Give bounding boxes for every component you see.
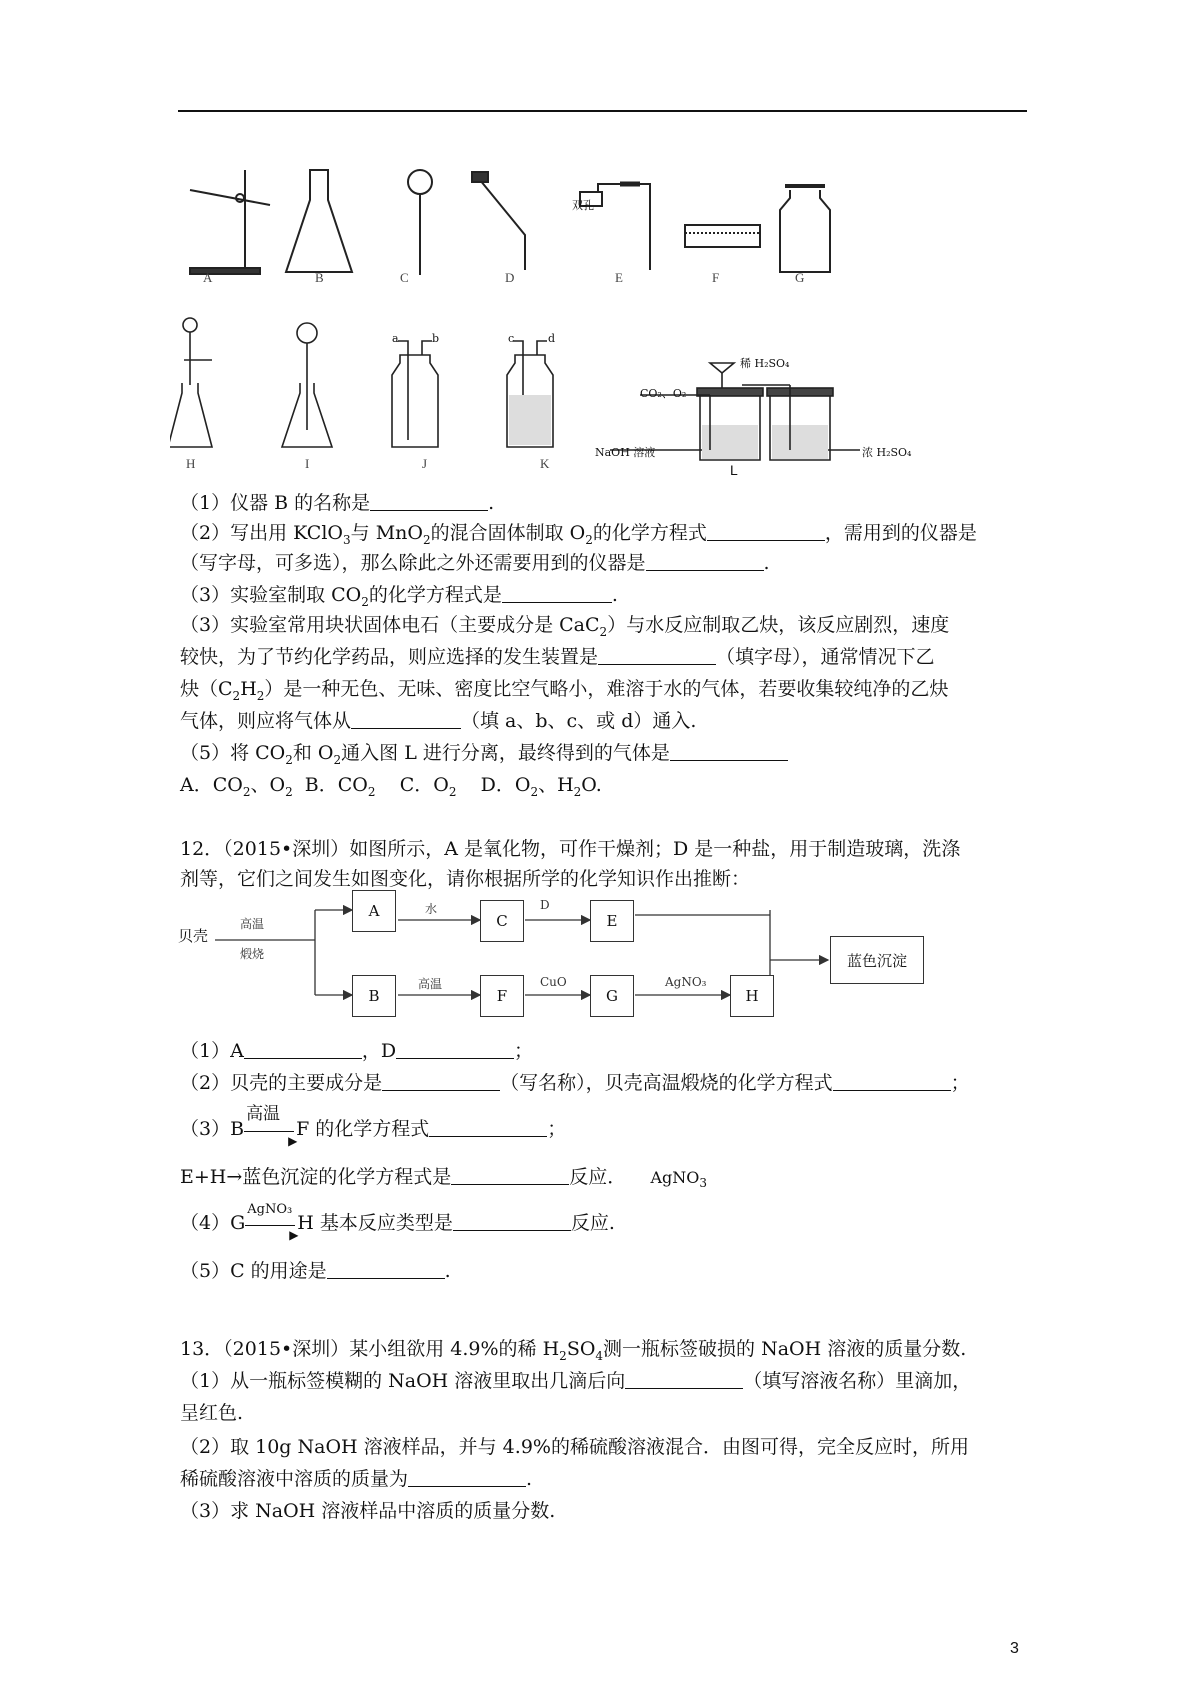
l-naoh: NaOH 溶液 [595, 446, 656, 459]
q12-blank-a[interactable] [244, 1038, 362, 1059]
flow-agno3: AgNO₃ [665, 975, 707, 989]
label-d: D [505, 270, 515, 285]
flow-box-e: E [590, 900, 634, 942]
q11-line-9: （5）将 $CO_2$和 $O_2$通入图 L 进行分离，最终得到的气体是 [180, 738, 788, 775]
q12-blank-2b[interactable] [833, 1070, 951, 1091]
q12-intro-1: 12．（2015•深圳）如图所示，A 是氧化物，可作干燥剂；D 是一种盐，用于制造玻璃，洗涤 [180, 838, 961, 860]
q11-blank-6[interactable] [351, 708, 461, 729]
q12-line-1: （1）A ，D ； [180, 1040, 534, 1062]
q11-blank-1[interactable] [370, 490, 488, 511]
q13-blank-1[interactable] [625, 1368, 743, 1389]
flow-box-a: A [352, 890, 396, 932]
q11-blank-3[interactable] [646, 550, 764, 571]
j-port-b: b [432, 332, 440, 345]
q13-line-1: （1）从一瓶标签模糊的 NaOH 溶液里取出几滴后向 （填写溶液名称）里滴加， [180, 1370, 972, 1392]
label-j: J [422, 456, 428, 471]
q12-line-2: （2）贝壳的主要成分是 （写名称），贝壳高温煅烧的化学方程式 ； [180, 1072, 970, 1094]
l-title: L [730, 462, 738, 478]
q12-line-3: （3）B 高温 ▶ F 的化学方程式 ； [180, 1104, 567, 1148]
q11-blank-4[interactable] [502, 582, 612, 603]
q13-intro: 13．（2015•深圳）某小组欲用 4.9%的稀 $H_2SO_4$测一瓶标签破损的 NaOH 溶液的质量分数. [180, 1338, 967, 1363]
apparatus-row-1 [180, 160, 880, 290]
q13-line-5: （3）求 NaOH 溶液样品中溶质的质量分数. [180, 1500, 556, 1522]
flow-d: D [540, 898, 550, 912]
flow-high: 高温 [418, 977, 443, 991]
q13-line-2: 呈红色. [180, 1402, 244, 1424]
q13-line-3: （2）取 10g NaOH 溶液样品，并与 4.9%的稀硫酸溶液混合．由图可得，完全反应时，所用 [180, 1436, 969, 1458]
flow-water: 水 [425, 902, 438, 916]
flow-box-f: F [480, 975, 524, 1017]
header-rule [178, 110, 1027, 112]
k-port-d: d [548, 332, 556, 345]
page-number: 3 [1010, 1640, 1019, 1657]
q11-line-5: （3）实验室常用块状固体电石（主要成分是 CaC$_2$）与水反应制取乙炔，该反应剧烈，速度 [180, 614, 950, 639]
q12-blank-6[interactable] [327, 1258, 445, 1279]
k-port-c: c [508, 332, 515, 345]
q12-blank-5[interactable] [453, 1210, 571, 1231]
q13-line-4: 稀硫酸溶液中溶质的质量为 . [180, 1468, 533, 1490]
q12-blank-d[interactable] [396, 1038, 514, 1059]
l-dilute-acid: 稀 H₂SO₄ [740, 357, 790, 370]
l-conc-acid: 浓 H₂SO₄ [862, 446, 912, 459]
arrow-agno3: AgNO₃ ▶ [247, 1202, 299, 1242]
label-e: E [615, 270, 623, 285]
q11-line-6: 较快，为了节约化学药品，则应选择的发生装置是 （填字母），通常情况下乙 [180, 646, 935, 668]
flow-box-h: H [730, 975, 774, 1017]
q13-blank-2[interactable] [408, 1466, 526, 1487]
apparatus-row-2 [170, 315, 890, 480]
flow-box-g: G [590, 975, 634, 1017]
q11-line-2: （2）写出用 KClO$_3$与 MnO$_2$的混合固体制取 $O_2$的化学方程式 ，需用到的仪器是 [180, 522, 977, 547]
flow-box-b: B [352, 975, 396, 1017]
flow-cuo: CuO [540, 975, 567, 989]
q11-blank-7[interactable] [670, 740, 788, 761]
flow-cond-bottom: 煅烧 [240, 947, 265, 961]
q12-blank-2a[interactable] [382, 1070, 500, 1091]
l-gas-in: CO₂、O₂ [640, 387, 687, 400]
q12-line-5: （4）G AgNO₃ ▶ H 基本反应类型是 反应. [180, 1202, 615, 1242]
q11-blank-5[interactable] [598, 644, 716, 665]
e-label: 双孔 [572, 199, 594, 212]
q11-line-8: 气体，则应将气体从 （填 a、b、c、或 d）通入. [180, 710, 697, 732]
label-h: H [186, 456, 196, 471]
flow-box-c: C [480, 900, 524, 942]
flow-cond-top: 高温 [240, 917, 265, 931]
arrow-high-temp: 高温 ▶ [246, 1104, 298, 1148]
label-f: F [712, 270, 720, 285]
label-i: I [305, 456, 310, 471]
flow-start: 贝壳 [178, 927, 209, 945]
q12-blank-4[interactable] [451, 1164, 569, 1185]
label-g: G [795, 270, 805, 285]
q12-line-4: E+H→蓝色沉淀的化学方程式是 反应． AgNO$_3$ [180, 1166, 708, 1191]
label-a: A [203, 270, 213, 285]
q11-line-1: （1）仪器 B 的名称是 . [180, 492, 495, 514]
q12-intro-2: 剂等，它们之间发生如图变化，请你根据所学的化学知识作出推断： [180, 868, 751, 890]
q12-blank-3[interactable] [429, 1116, 547, 1137]
q11-blank-2[interactable] [707, 520, 825, 541]
q11-line-4: （3）实验室制取 $CO_2$的化学方程式是 . [180, 584, 618, 609]
q11-line-3: （写字母，可多选），那么除此之外还需要用到的仪器是 . [180, 552, 770, 574]
q12-line-6: （5）C 的用途是 . [180, 1260, 451, 1282]
label-c: C [400, 270, 409, 285]
label-b: B [315, 270, 324, 285]
flow-box-result: 蓝色沉淀 [830, 936, 924, 984]
q11-line-7: 炔$(C_2H_2)$是一种无色、无味、密度比空气略小，难溶于水的气体，若要收集较纯净的乙炔 [180, 678, 949, 703]
j-port-a: a [392, 332, 399, 345]
q11-options: A．$CO_2$、$O_2$ B．$CO_2$ C．$O_2$ D．$O_2$、$H_2O$. [180, 774, 602, 799]
label-k: K [540, 456, 550, 471]
